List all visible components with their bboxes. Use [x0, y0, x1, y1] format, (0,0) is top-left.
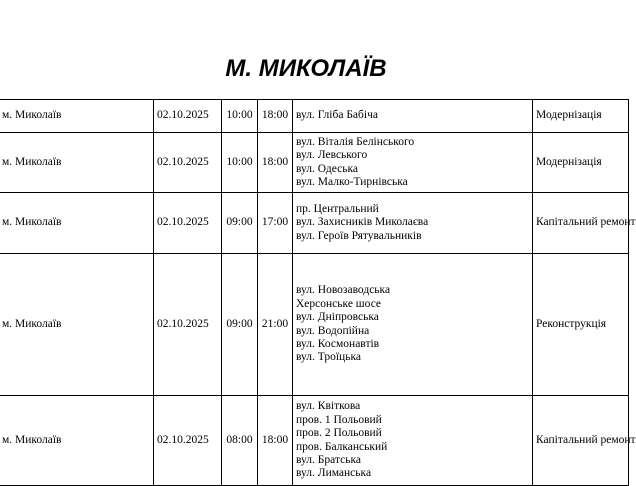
streets-cell: [293, 193, 533, 254]
table-row: [0, 133, 629, 193]
street-name: вул. Героїв Рятувальників: [296, 229, 422, 242]
street-name: пров. 1 Польовий: [296, 413, 382, 426]
street-name: вул. Водопійна: [296, 324, 370, 337]
date-cell: 02.10.2025: [154, 193, 222, 254]
time-from-cell: 09:00: [222, 254, 258, 396]
streets-cell: [293, 254, 533, 396]
work-type-cell: Реконструкція: [533, 254, 629, 396]
street-name: вул. Квіткова: [296, 400, 361, 413]
time-to-cell: 18:00: [258, 133, 293, 193]
work-type-cell: Модернізація: [533, 133, 629, 193]
street-name: Херсонське шосе: [296, 297, 382, 310]
street-name: пр. Центральний: [296, 202, 379, 215]
street-name: вул. Троїцька: [296, 351, 361, 364]
time-from-cell: 10:00: [222, 100, 258, 133]
street-name: вул. Братська: [296, 453, 361, 466]
table-row: [0, 254, 629, 396]
date-cell: 02.10.2025: [154, 396, 222, 486]
table-row: [0, 100, 629, 133]
time-to-cell: 18:00: [258, 396, 293, 486]
work-type-cell: Модернізація: [533, 100, 629, 133]
time-to-cell: 21:00: [258, 254, 293, 396]
work-type-cell: Капітальний ремонт: [533, 193, 629, 254]
date-cell: 02.10.2025: [154, 254, 222, 396]
city-cell: м. Миколаїв: [0, 193, 154, 254]
street-name: вул. Захисників Миколаєва: [296, 216, 429, 229]
date-cell: 02.10.2025: [154, 100, 222, 133]
streets-cell: [293, 133, 533, 193]
city-cell: м. Миколаїв: [0, 133, 154, 193]
street-name: вул. Левського: [296, 149, 368, 162]
street-name: вул. Малко-Тирнівська: [296, 175, 408, 188]
street-name: вул. Віталія Белінського: [296, 135, 415, 148]
street-name: вул. Лиманська: [296, 467, 372, 480]
time-from-cell: 09:00: [222, 193, 258, 254]
date-cell: 02.10.2025: [154, 133, 222, 193]
time-from-cell: 10:00: [222, 133, 258, 193]
street-name: пров. Балканський: [296, 440, 388, 453]
city-cell: м. Миколаїв: [0, 254, 154, 396]
outage-schedule-table: [0, 99, 636, 486]
page-title: М. МИКОЛАЇВ: [225, 55, 387, 82]
street-name: вул. Гліба Бабіча: [296, 109, 378, 122]
time-to-cell: 18:00: [258, 100, 293, 133]
table-row: [0, 396, 629, 486]
work-type-cell: Капітальний ремонт: [533, 396, 629, 486]
street-name: вул. Дніпровська: [296, 311, 379, 324]
street-name: пров. 2 Польовий: [296, 427, 382, 440]
table-row: [0, 193, 629, 254]
streets-cell: [293, 396, 533, 486]
streets-cell: [293, 100, 533, 133]
city-cell: м. Миколаїв: [0, 396, 154, 486]
street-name: вул. Новозаводська: [296, 284, 391, 297]
street-name: вул. Космонавтів: [296, 337, 380, 350]
time-to-cell: 17:00: [258, 193, 293, 254]
time-from-cell: 08:00: [222, 396, 258, 486]
street-name: вул. Одеська: [296, 162, 359, 175]
city-cell: м. Миколаїв: [0, 100, 154, 133]
